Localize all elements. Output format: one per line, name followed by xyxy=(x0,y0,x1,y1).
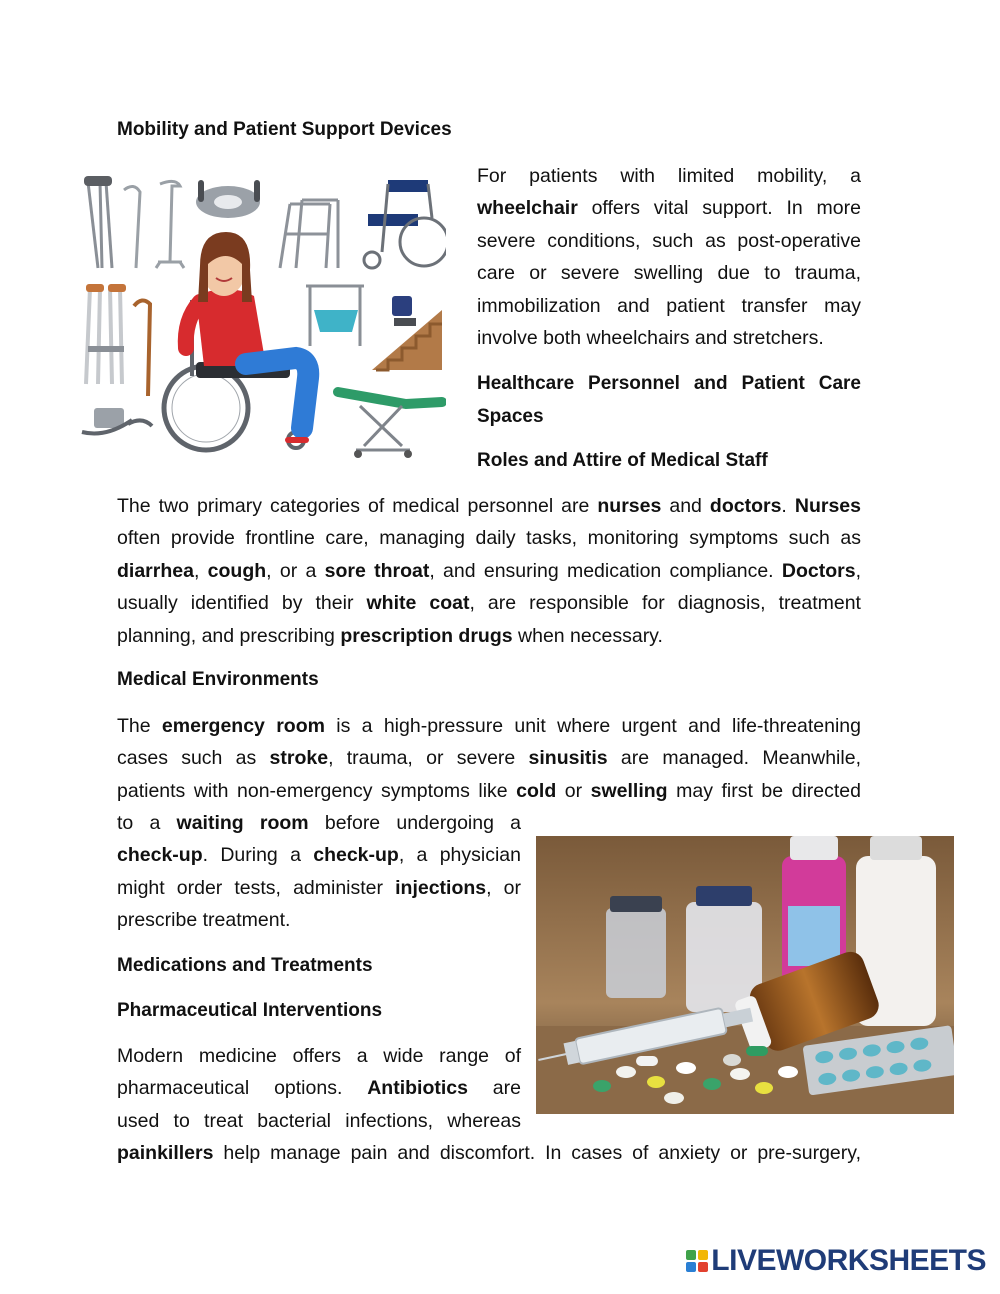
term-nurses: nurses xyxy=(597,495,662,517)
term-nurses-cap: Nurses xyxy=(794,495,861,517)
term-sinusitis: sinusitis xyxy=(528,747,608,770)
text-line: pharmaceutical options. Antibiotics are xyxy=(117,1077,521,1100)
text-line: The emergency room is a high-pressure unit where urgent and life-threatening xyxy=(117,715,861,737)
text-line: diarrhea, cough, or a sore throat, and ensuring medication compliance. Doctors, xyxy=(117,559,861,582)
term-waiting-room: waiting room xyxy=(176,812,309,834)
logo-text: LIVEWORKSHEETS xyxy=(711,1244,986,1277)
term-swelling: swelling xyxy=(590,779,668,802)
paragraph-mobility xyxy=(477,160,861,354)
text-line: severe conditions, such as post-operative xyxy=(477,229,861,252)
term-doctors: doctors xyxy=(709,495,782,517)
paragraph-environments xyxy=(117,710,861,807)
heading-mobility: Mobility and Patient Support Devices xyxy=(117,119,452,140)
text-line: prescribe treatment. xyxy=(117,909,291,932)
text-line: planning, and prescribing prescription drugs when necessary. xyxy=(117,624,663,647)
paragraph-environments-cont xyxy=(117,807,521,937)
heading-roles: Roles and Attire of Medical Staff xyxy=(477,450,768,471)
term-cough: cough xyxy=(207,559,267,582)
text-line: often provide frontline care, managing daily tasks, monitoring symptoms such as xyxy=(117,527,861,550)
text-line: For patients with limited mobility, a xyxy=(477,165,861,187)
heading-medications: Medications and Treatments xyxy=(117,955,373,976)
heading-pharma: Pharmaceutical Interventions xyxy=(117,1000,383,1021)
text-line: care or severe swelling due to trauma, xyxy=(477,262,861,285)
paragraph-pharma-cont xyxy=(117,1137,861,1169)
text-line: painkillers help manage pain and discomfort. In cases of anxiety or pre-surgery, xyxy=(117,1142,861,1164)
term-injections: injections xyxy=(395,876,487,899)
medications-photo xyxy=(536,836,954,1114)
liveworksheets-logo xyxy=(686,1244,986,1278)
text-line: The two primary categories of medical personnel are nurses and doctors. Nurses xyxy=(117,495,861,517)
text-line: immobilization and patient transfer may xyxy=(477,294,861,317)
term-emergency-room: emergency room xyxy=(161,715,325,737)
paragraph-roles xyxy=(117,490,861,652)
paragraph-pharma xyxy=(117,1040,521,1137)
term-prescription-drugs: prescription drugs xyxy=(340,624,513,647)
term-antibiotics: Antibiotics xyxy=(367,1077,468,1100)
term-doctors-cap: Doctors xyxy=(781,559,856,582)
term-white-coat: white coat xyxy=(366,592,470,615)
text-line: patients with non-emergency symptoms like cold or swelling may first be directed xyxy=(117,779,861,802)
term-diarrhea: diarrhea xyxy=(117,559,194,582)
text-line: cases such as stroke, trauma, or severe sinusitis are managed. Meanwhile, xyxy=(117,747,861,770)
text-line: usually identified by their white coat, are responsible for diagnosis, treatment xyxy=(117,592,861,615)
logo-badge-icon xyxy=(686,1250,708,1272)
text-line: used to treat bacterial infections, whereas xyxy=(117,1109,521,1132)
heading-environments: Medical Environments xyxy=(117,669,319,690)
text-line: wheelchair offers vital support. In more xyxy=(477,197,861,220)
text-line: involve both wheelchairs and stretchers. xyxy=(477,327,824,350)
term-check-up: check-up xyxy=(117,844,203,867)
text-line: might order tests, administer injections, or xyxy=(117,876,521,899)
term-check-up-2: check-up xyxy=(313,844,399,867)
text-line: check-up. During a check-up, a physician xyxy=(117,844,521,867)
mobility-devices-illustration xyxy=(76,170,446,460)
term-sore-throat: sore throat xyxy=(324,559,430,582)
term-wheelchair: wheelchair xyxy=(477,197,578,220)
term-painkillers: painkillers xyxy=(117,1142,214,1164)
heading-personnel: Healthcare Personnel and Patient Care Spaces xyxy=(477,373,861,427)
term-cold: cold xyxy=(516,779,557,802)
text-line: Modern medicine offers a wide range of xyxy=(117,1045,521,1067)
term-stroke: stroke xyxy=(269,747,329,770)
text-line: to a waiting room before undergoing a xyxy=(117,812,521,834)
